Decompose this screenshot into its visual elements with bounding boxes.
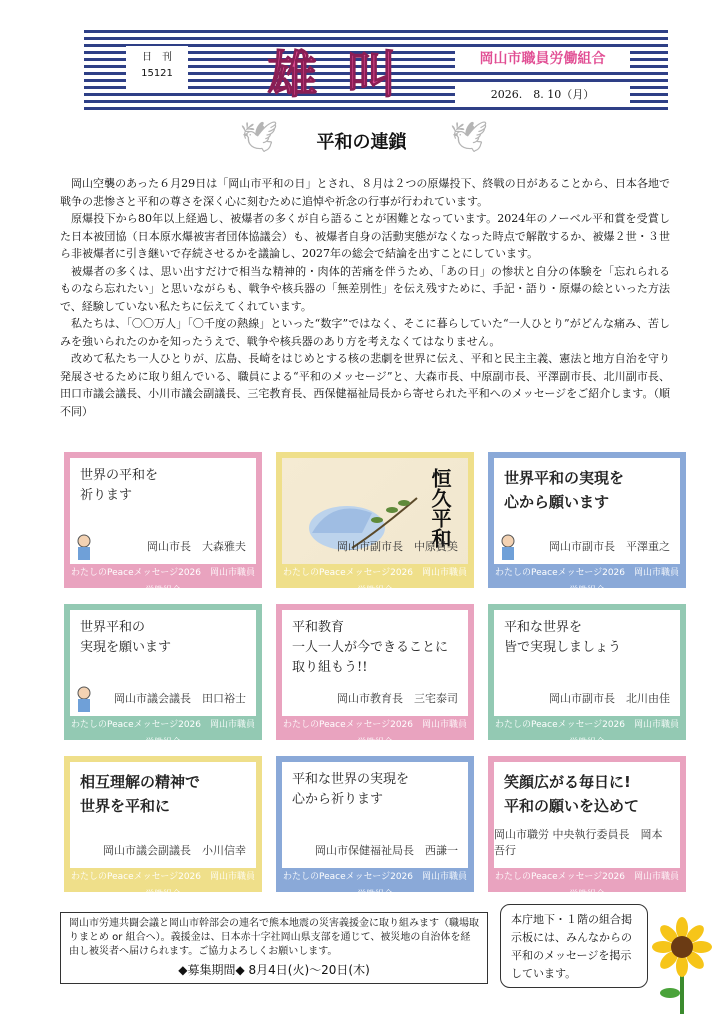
union-name: 岡山市職員労働組合 bbox=[455, 48, 630, 70]
message-card bbox=[488, 452, 686, 596]
message-card bbox=[488, 604, 686, 748]
card-message: 世界平和の実現を 心から願います bbox=[504, 469, 625, 511]
card-signer: 岡山市副市長 北川由佳 bbox=[549, 692, 670, 705]
card-footer: わたしのPeaceメッセージ2026 岡山市職員労働組合 bbox=[494, 564, 680, 582]
headline: 平和の連鎖 bbox=[316, 132, 407, 153]
card-message: 世界の平和を 祈ります bbox=[80, 468, 159, 503]
card-footer: わたしのPeaceメッセージ2026 岡山市職員労働組合 bbox=[70, 716, 256, 734]
card-message: 平和な世界の実現を 心から祈ります bbox=[292, 772, 410, 807]
article-body bbox=[60, 175, 670, 420]
paragraph: 被爆者の多くは、思い出すだけで相当な精神的・肉体的苦痛を伴うため、「あの日」の惨状と自分の体験を「忘れられるものなら忘れたい」と思いながらも、戦争や核兵器の「無差別性」を伝え残すために、手記・語り・原爆の絵といった方法で、経験していない私たちに伝えてくれています。 bbox=[60, 264, 670, 313]
card-message: 恒久平和 bbox=[428, 468, 452, 548]
sunflower-icon bbox=[652, 918, 712, 1014]
message-card bbox=[64, 452, 262, 596]
bulletin-board-note: 本庁地下・１階の組合掲示板には、みんなからの平和のメッセージを掲示しています。 bbox=[500, 904, 648, 988]
child-illustration-icon bbox=[74, 686, 94, 714]
message-card bbox=[276, 604, 474, 748]
issue-label: 日 刊 bbox=[142, 52, 172, 63]
newsletter-title bbox=[244, 40, 426, 102]
card-footer: わたしのPeaceメッセージ2026 岡山市職員労働組合 bbox=[494, 868, 680, 886]
dove-icon: 🕊 bbox=[450, 120, 489, 155]
paragraph: 改めて私たち一人ひとりが、広島、長崎をはじめとする核の悲劇を世界に伝え、平和と民主主義、憲法と地方自治を守り発展させるために取り組んでいる、職員による“平和のメッセージ”と、大森市長、中原副市長、平澤副市長、北川副市長、田口市議会議長、小川市議会副議長、三宅教育長、西保健福祉局長から寄せられた平和へのメッセージをご紹介します。（順不同） bbox=[60, 352, 670, 418]
card-message: 世界平和の 実現を願います bbox=[80, 620, 172, 655]
child-illustration-icon bbox=[498, 534, 518, 562]
card-signer: 岡山市副市長 平澤重之 bbox=[549, 540, 670, 553]
card-message: 平和な世界を 皆で実現しましょう bbox=[504, 620, 622, 655]
card-signer: 岡山市副市長 中原貴美 bbox=[337, 540, 458, 553]
card-signer: 岡山市保健福祉局長 西謙一 bbox=[315, 844, 458, 857]
card-signer: 岡山市教育長 三宅泰司 bbox=[337, 692, 458, 705]
issue-number: 15121 bbox=[141, 68, 173, 79]
card-footer: わたしのPeaceメッセージ2026 岡山市職員労働組合 bbox=[282, 564, 468, 582]
card-footer: わたしのPeaceメッセージ2026 岡山市職員労働組合 bbox=[494, 716, 680, 734]
donation-notice bbox=[60, 912, 488, 984]
dove-icon: 🕊 bbox=[240, 120, 279, 155]
child-illustration-icon bbox=[74, 534, 94, 562]
message-card bbox=[276, 756, 474, 900]
notice-period: ◆募集期間◆ 8月4日(火)～20日(木) bbox=[178, 963, 370, 977]
notice-text: 岡山市労連共闘会議と岡山市幹部会の連名で熊本地震の災害義援金に取り組みます（職場取りまとめ or 組合へ）。義援金は、日本赤十字社岡山県支部を通じて、被災地の自治体を経由し被災者へ届けられます。ご協力よろしくお願いします。 bbox=[69, 918, 479, 957]
paragraph: 原爆投下から80年以上経過し、被爆者の多くが自ら語ることが困難となっています。2024年のノーベル平和賞を受賞した日本被団協（日本原水爆被害者団体協議会）も、被爆者自身の活動実態がなくなった時点で解散するか、被爆２世・３世ら非被爆者に引き継いで存続させるかを議論し、2027年の総会で結論を出すことにしています。 bbox=[60, 212, 670, 260]
card-signer: 岡山市職労 中央執行委員長 岡本吾行 bbox=[494, 828, 663, 857]
issue-date: 2026. 8. 10（月） bbox=[455, 84, 630, 106]
title-text: 雄 叫 bbox=[267, 46, 403, 104]
message-card bbox=[276, 452, 474, 596]
card-footer: わたしのPeaceメッセージ2026 岡山市職員労働組合 bbox=[70, 868, 256, 886]
card-footer: わたしのPeaceメッセージ2026 岡山市職員労働組合 bbox=[282, 716, 468, 734]
card-message: 笑顔広がる毎日に! 平和の願いを込めて bbox=[504, 773, 640, 815]
message-card bbox=[488, 756, 686, 900]
card-signer: 岡山市議会副議長 小川信幸 bbox=[103, 844, 246, 857]
card-footer: わたしのPeaceメッセージ2026 岡山市職員労働組合 bbox=[282, 868, 468, 886]
card-footer: わたしのPeaceメッセージ2026 岡山市職員労働組合 bbox=[70, 564, 256, 582]
paragraph: 私たちは、「〇〇万人」「〇千度の熱線」といった“数字”ではなく、そこに暮らしていた“一人ひとり”がどんな痛み、苦しみを強いられたのかを知ったうえで、戦争や核兵器のあり方を考えなくてはなりません。 bbox=[60, 317, 670, 348]
issue-box bbox=[126, 46, 188, 90]
message-card bbox=[64, 756, 262, 900]
paragraph: 岡山空襲のあった６月29日は「岡山市平和の日」とされ、８月は２つの原爆投下、終戦の日があることから、日本各地で戦争の悲惨さと平和の尊さを深く心に刻むために追悼や祈念の行事が行われています。 bbox=[60, 177, 670, 208]
card-signer: 岡山市長 大森雅夫 bbox=[147, 540, 246, 553]
card-message: 相互理解の精神で 世界を平和に bbox=[80, 773, 201, 815]
message-card bbox=[64, 604, 262, 748]
card-message: 平和教育 一人一人が今できることに 取り組もう!! bbox=[292, 620, 449, 675]
card-signer: 岡山市議会議長 田口裕士 bbox=[114, 692, 246, 705]
